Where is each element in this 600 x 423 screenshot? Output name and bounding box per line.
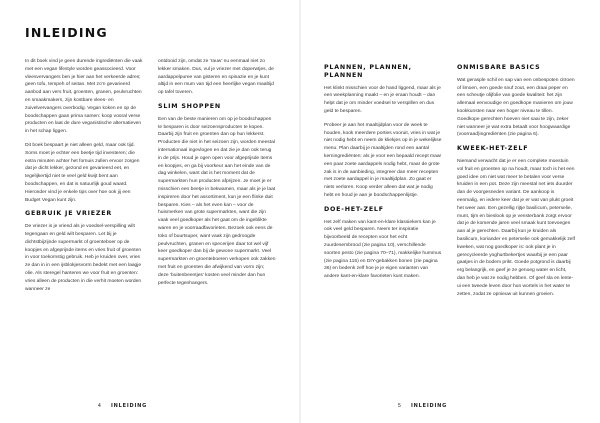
section-heading-slim-shoppen: SLIM SHOPPEN: [158, 102, 221, 110]
right-page-footer: [398, 403, 447, 409]
right-column-1: [324, 58, 442, 287]
paragraph: Het klinkt misschien voor de hand liggend, maar als je een weekplanning maakt – en je eraan houdt – dan helpt dat je om minder voedsel te verspillen en dus geld te besparen.: [324, 85, 441, 114]
section-heading-kweek-het-zelf: KWEEK-HET-ZELF: [457, 145, 529, 153]
left-page-footer: [98, 403, 147, 409]
paragraph: De vriezer is je vriend als je voedsel-verspilling wilt tegengaan en geld wilt besparen. Let bij je dichtstbijzijnde supermarkt of groenteboer op de koopjes en afgeprijsde items en vries fruit of groenten in voor toekomstig gebruik. Heb je kruiden over, vries ze dan in in een ijsblokjesvorm bedekt met een laagje olie. Als steregel hanteren we voor fruit en groenten: vries alleen de producten in die verhit moeten worden wanneer ze: [25, 224, 142, 292]
paragraph: In dit boek vind je geen durende ingrediënten die vaak met een vegan lifestyle worden geassocieerd. Voor vleesvervangers ben je hier aan het verkeerde adres; geen tofu, tempeh of seitan. Met zo’n gevarieerd aanbod aan vers fruit, groenten, granen, peulvruchten en smaakmakers, zijn kostbare vlees- en zuivelvervangers overbodig. Vegan koken en op de boodschappen gaan prima samen: koop vooral verse producten en laat de dure veganistische alternatieven in het schap liggen.: [25, 59, 143, 135]
left-column-1: [25, 58, 143, 299]
paragraph: Het zelf maken van kant-en-klare klassiekers kan je ook veel geld besparen. Neem ter inspiratie bijvoorbeeld de recepten voor het echt zuurdesembrood (zie pagina 10), verschillende soorten pesto (zie pagina 70–71), makkelijke hummus (zie pagina 115) en DIY-gebakken bonen (zie pagina 36) en bedenk zelf hoe je je eigen varianten van andere kant-en-klare favorieten kunt maken.: [324, 219, 442, 280]
paragraph: Een van de beste manieren om op je boodschappen te besparen is door seizoensproducten te kopen. Daarbij zijn fruit en groenten dan op hun lekkerst. Producten die niet in het seizoen zijn, worden meestal internationaal ingevlogen en dat zie je dan ook terug in de prijs. Houd je ogen open voor afgeprijsde items en koopjes, en ga bij voorkeur aan het einde van de dag winkelen, want dat is het moment dat de supermarkten hun producten afprijzen. Je moet je er misschien een beetje in bekwamen, maar als je je laat inspireren door het assortiment, kun je een flinke duit besparen. Kies – als het even kan – voor de huismerken van grote supermarkten, want die zijn vaak veel goedkoper als het gaat om de ingeblikte waren en je voorraadfavorieten. Bezoek ook eens de toko of buurtsuper, want vaak zijn gedroogde peulvruchten, granen en specerijen daar tot wel vijf keer goedkoper dan bij de gewone supermarkt. Veel supermarkten en groenteboeren verkopen ook zakken met fruit en groenten die afwijkend van vorm zijn; deze ‘buitenbeentjes’ kosten veel minder dan hun perfecte tegenhangers.: [158, 116, 276, 286]
paragraph: Dit boek bespaart je niet alleen geld, maar ook tijd. Soms moet je echter een beetje tijd investeren; die extra minuten achter het fornuis zullen ervoor zorgen dat je dicht lekker, gezond en gevarieerd eet, en tegelijkertijd niet te veel geld kwijt bent aan boodschappen, en dat is natuurlijk goud waard. Hieronder vind je enkele tips over hoe ook jij een Budget Vegan kunt zijn.: [25, 142, 140, 203]
section-heading-plannen: PLANNEN, PLANNEN, PLANNEN: [324, 64, 412, 79]
paragraph: Probeer je aan het maaltijdplan voor de week te houden, kook meerdere porties vooruit, vries in wat je niet nodig hebt en neem de kliekjes op in je wekelijkse menu. Plan daarbij je maaltijden rond een aantal kerningrediënten: als je voor een bepaald recept maar een paar zoete aardappels nodig hebt, maar de grote zak is in de aanbieding, integreer dan meer recepten met zoete aardappel in je maaltijdplan. Zo gaat er niets verloren. Koop verder alleen dat wat je nodig hebt en houd je aan je boodschappenlijstje.: [324, 122, 442, 198]
page-number: 5: [398, 403, 402, 409]
running-head: INLEIDING: [110, 403, 147, 409]
right-page: [300, 0, 600, 423]
section-heading-vriezer: GEBRUIK JE VRIEZER: [25, 210, 112, 218]
page-title: INLEIDING: [25, 25, 108, 40]
page-number: 4: [98, 403, 102, 409]
section-heading-doe-het-zelf: DOE-HET-ZELF: [324, 205, 384, 213]
section-heading-onmisbare-basics: ONMISBARE BASICS: [457, 64, 541, 71]
right-column-2: [457, 58, 575, 304]
left-column-2: [158, 58, 276, 293]
running-head: INLEIDING: [410, 403, 447, 409]
paragraph: Niemand verwacht dat je er een complete moestuin vol fruit en groenten op na houdt, maar toch is het een goed idee om niet wat meer te betalen voor verse kruiden in een pot. Deze zijn meestal net iets duurder dan de voorgesneden variant. De aankoop is eenmalig, en iedere keer dat je er wat van plukt groeit het weer aan. Een gezellig rijtje basilicum, peterselie, munt, tijm en bieslook op je vensterbank zorgt ervoor dat je de komende jaren veel smaak kunt toevoegen aan al je gerechten. Daarbij kun je kruiden als basilicum, koriander en peterselie ook gemakkelijk zelf kweken, wat nog goedkoper is: ook plant je in gerecycleerde yoghurtbekertjes waarbij je een paar gaatjes in de bodem prikt. Goede potgrond is daarbij erg belangrijk, en geef je ze genoeg water en licht, dan heb je wat ze nodig hebben. Of geef sla en lente-ui een tweede leven door hun wortels in het water te zetten, zodat ze opnieuw uit kunnen groeien.: [457, 158, 575, 297]
paragraph: ontdooid zijn, omdat ze ‘rauw’ nu eenmaal niet zo lekker smaken. Dus, vul je vriezer met doperwtjes, de aardappelpuree van gisteren en spinazie en je kunt altijd in een mum van tijd een heerlijke vegan maaltijd op tafel toveren.: [158, 59, 274, 96]
paragraph: Wat gerasple schil en sap van een onbespoten citroen of limoen, een goede snuf zout, een draai peper en een scheutje olijfolie van goede kwaliteit: het zijn allemaal eenvoudige en goedkope manieren om jouw kookkunsten naar een hoger niveau te tillen. Goedkope gerechten hoeven niet saai te zijn, zeker niet wanneer je wat extra betaalt voor hoogwaardige (voorraad)ingrediënten (zie pagina 6).: [457, 77, 575, 138]
